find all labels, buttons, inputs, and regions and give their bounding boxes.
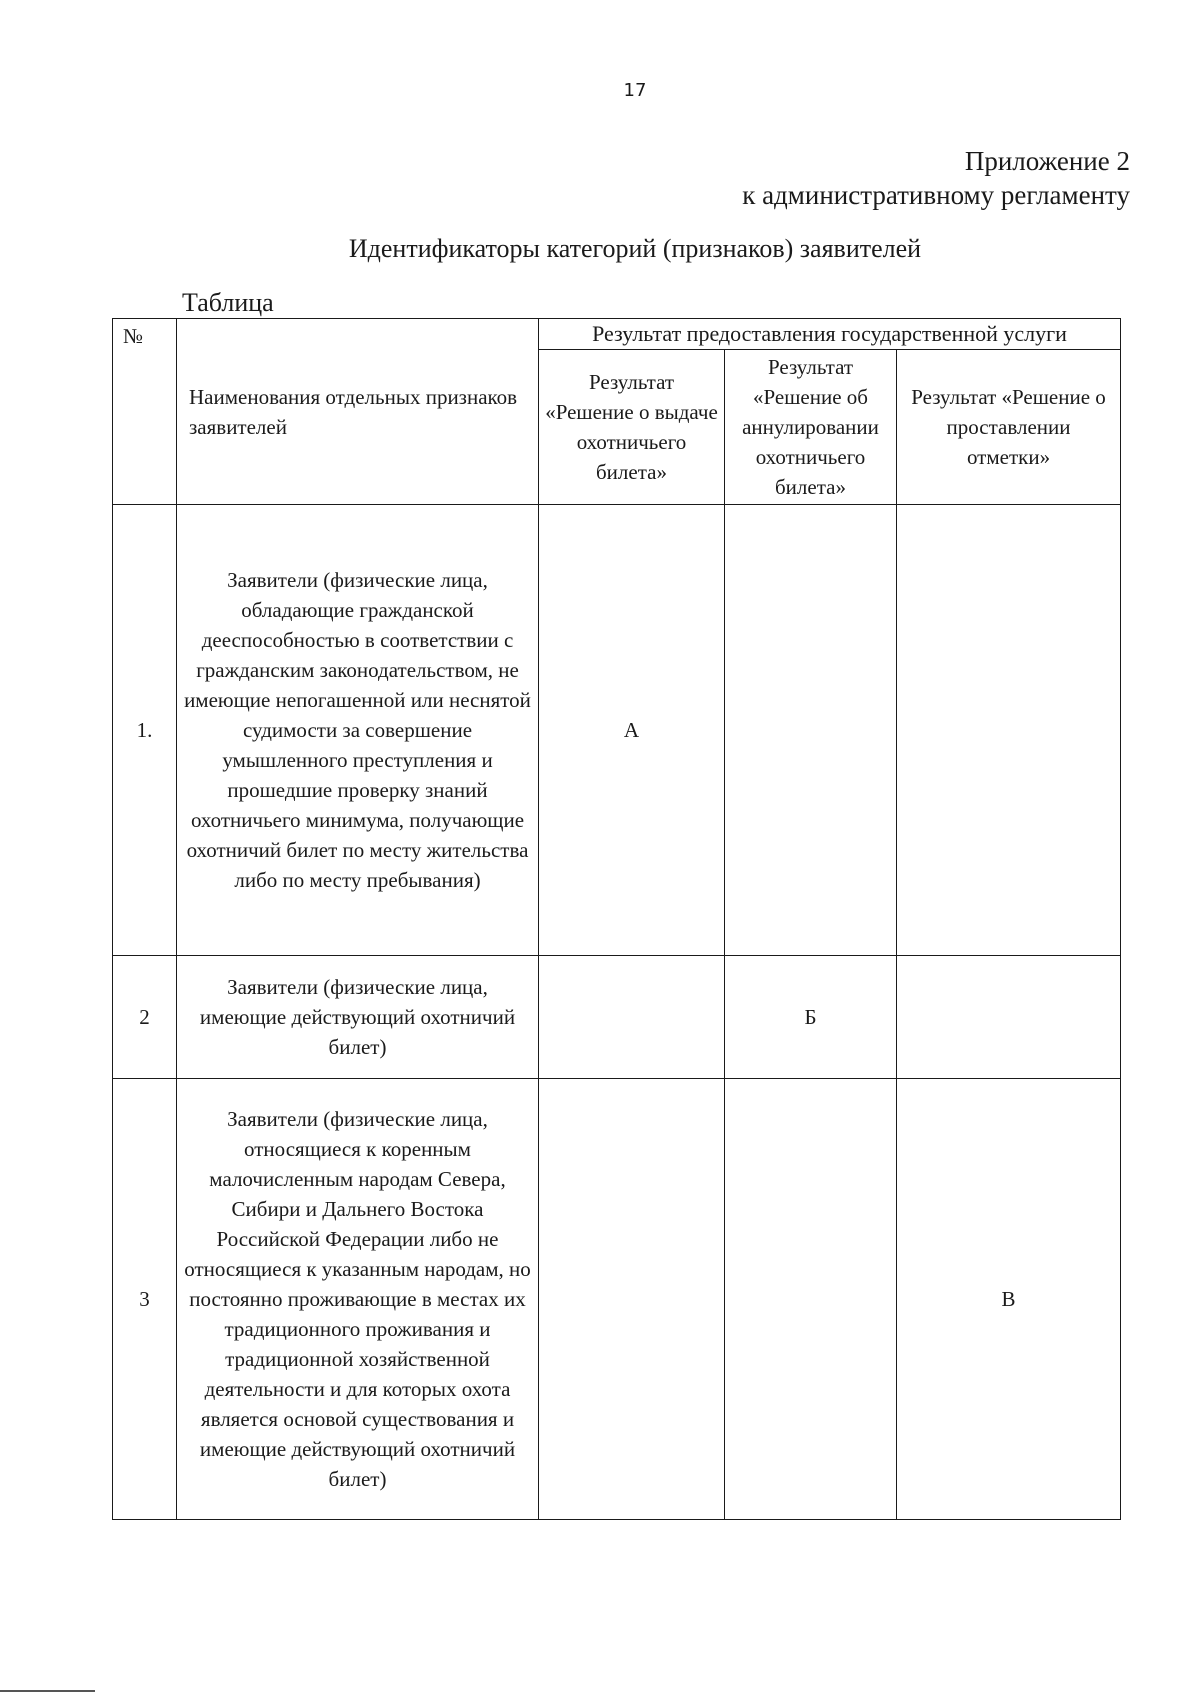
row-result-mark: В — [897, 1079, 1121, 1520]
row-number: 1. — [113, 505, 177, 956]
header-result-annul: Результат «Решение об аннулировании охотничьего билета» — [725, 350, 897, 505]
row-description: Заявители (физические лица, относящиеся к коренным малочисленным народам Севера, Сибири и Дальнего Востока Российской Федерации либо не относящиеся к указанным народам, но постоянно проживающие в местах их традиционного проживания и традиционной хозяйственной деятельности и для которых охота является основой существования и имеющие действующий охотничий билет) — [177, 1079, 539, 1520]
table-caption: Таблица — [182, 288, 274, 317]
table-row — [113, 505, 1121, 956]
row-result-mark — [897, 956, 1121, 1079]
header-number: № — [113, 319, 177, 505]
appendix-heading — [742, 144, 1130, 212]
row-description: Заявители (физические лица, имеющие действующий охотничий билет) — [177, 956, 539, 1079]
row-result-annul — [725, 505, 897, 956]
table-row — [113, 956, 1121, 1079]
row-result-mark — [897, 505, 1121, 956]
row-description: Заявители (физические лица, обладающие гражданской дееспособностью в соответствии с гражданским законодательством, не имеющие непогашенной или неснятой судимости за совершение умышленного преступления и прошедшие проверку знаний охотничьего минимума, получающие охотничий билет по месту жительства либо по месту пребывания) — [177, 505, 539, 956]
appendix-line-1: Приложение 2 — [964, 146, 1130, 176]
appendix-line-2: к административному регламенту — [742, 180, 1130, 210]
row-number: 2 — [113, 956, 177, 1079]
page-number: 17 — [623, 80, 647, 101]
table-header-row — [113, 319, 1121, 350]
row-result-issue: А — [539, 505, 725, 956]
header-name: Наименования отдельных признаков заявителей — [177, 319, 539, 505]
scan-edge-mark — [0, 1690, 95, 1692]
row-result-issue — [539, 1079, 725, 1520]
table-row — [113, 1079, 1121, 1520]
row-result-issue — [539, 956, 725, 1079]
row-result-annul — [725, 1079, 897, 1520]
header-result-group: Результат предоставления государственной услуги — [539, 319, 1121, 350]
header-result-mark: Результат «Решение о проставлении отметки» — [897, 350, 1121, 505]
row-result-annul: Б — [725, 956, 897, 1079]
header-result-issue: Результат «Решение о выдаче охотничьего билета» — [539, 350, 725, 505]
row-number: 3 — [113, 1079, 177, 1520]
applicant-categories-table — [112, 318, 1121, 1520]
document-title: Идентификаторы категорий (признаков) заявителей — [348, 234, 922, 263]
